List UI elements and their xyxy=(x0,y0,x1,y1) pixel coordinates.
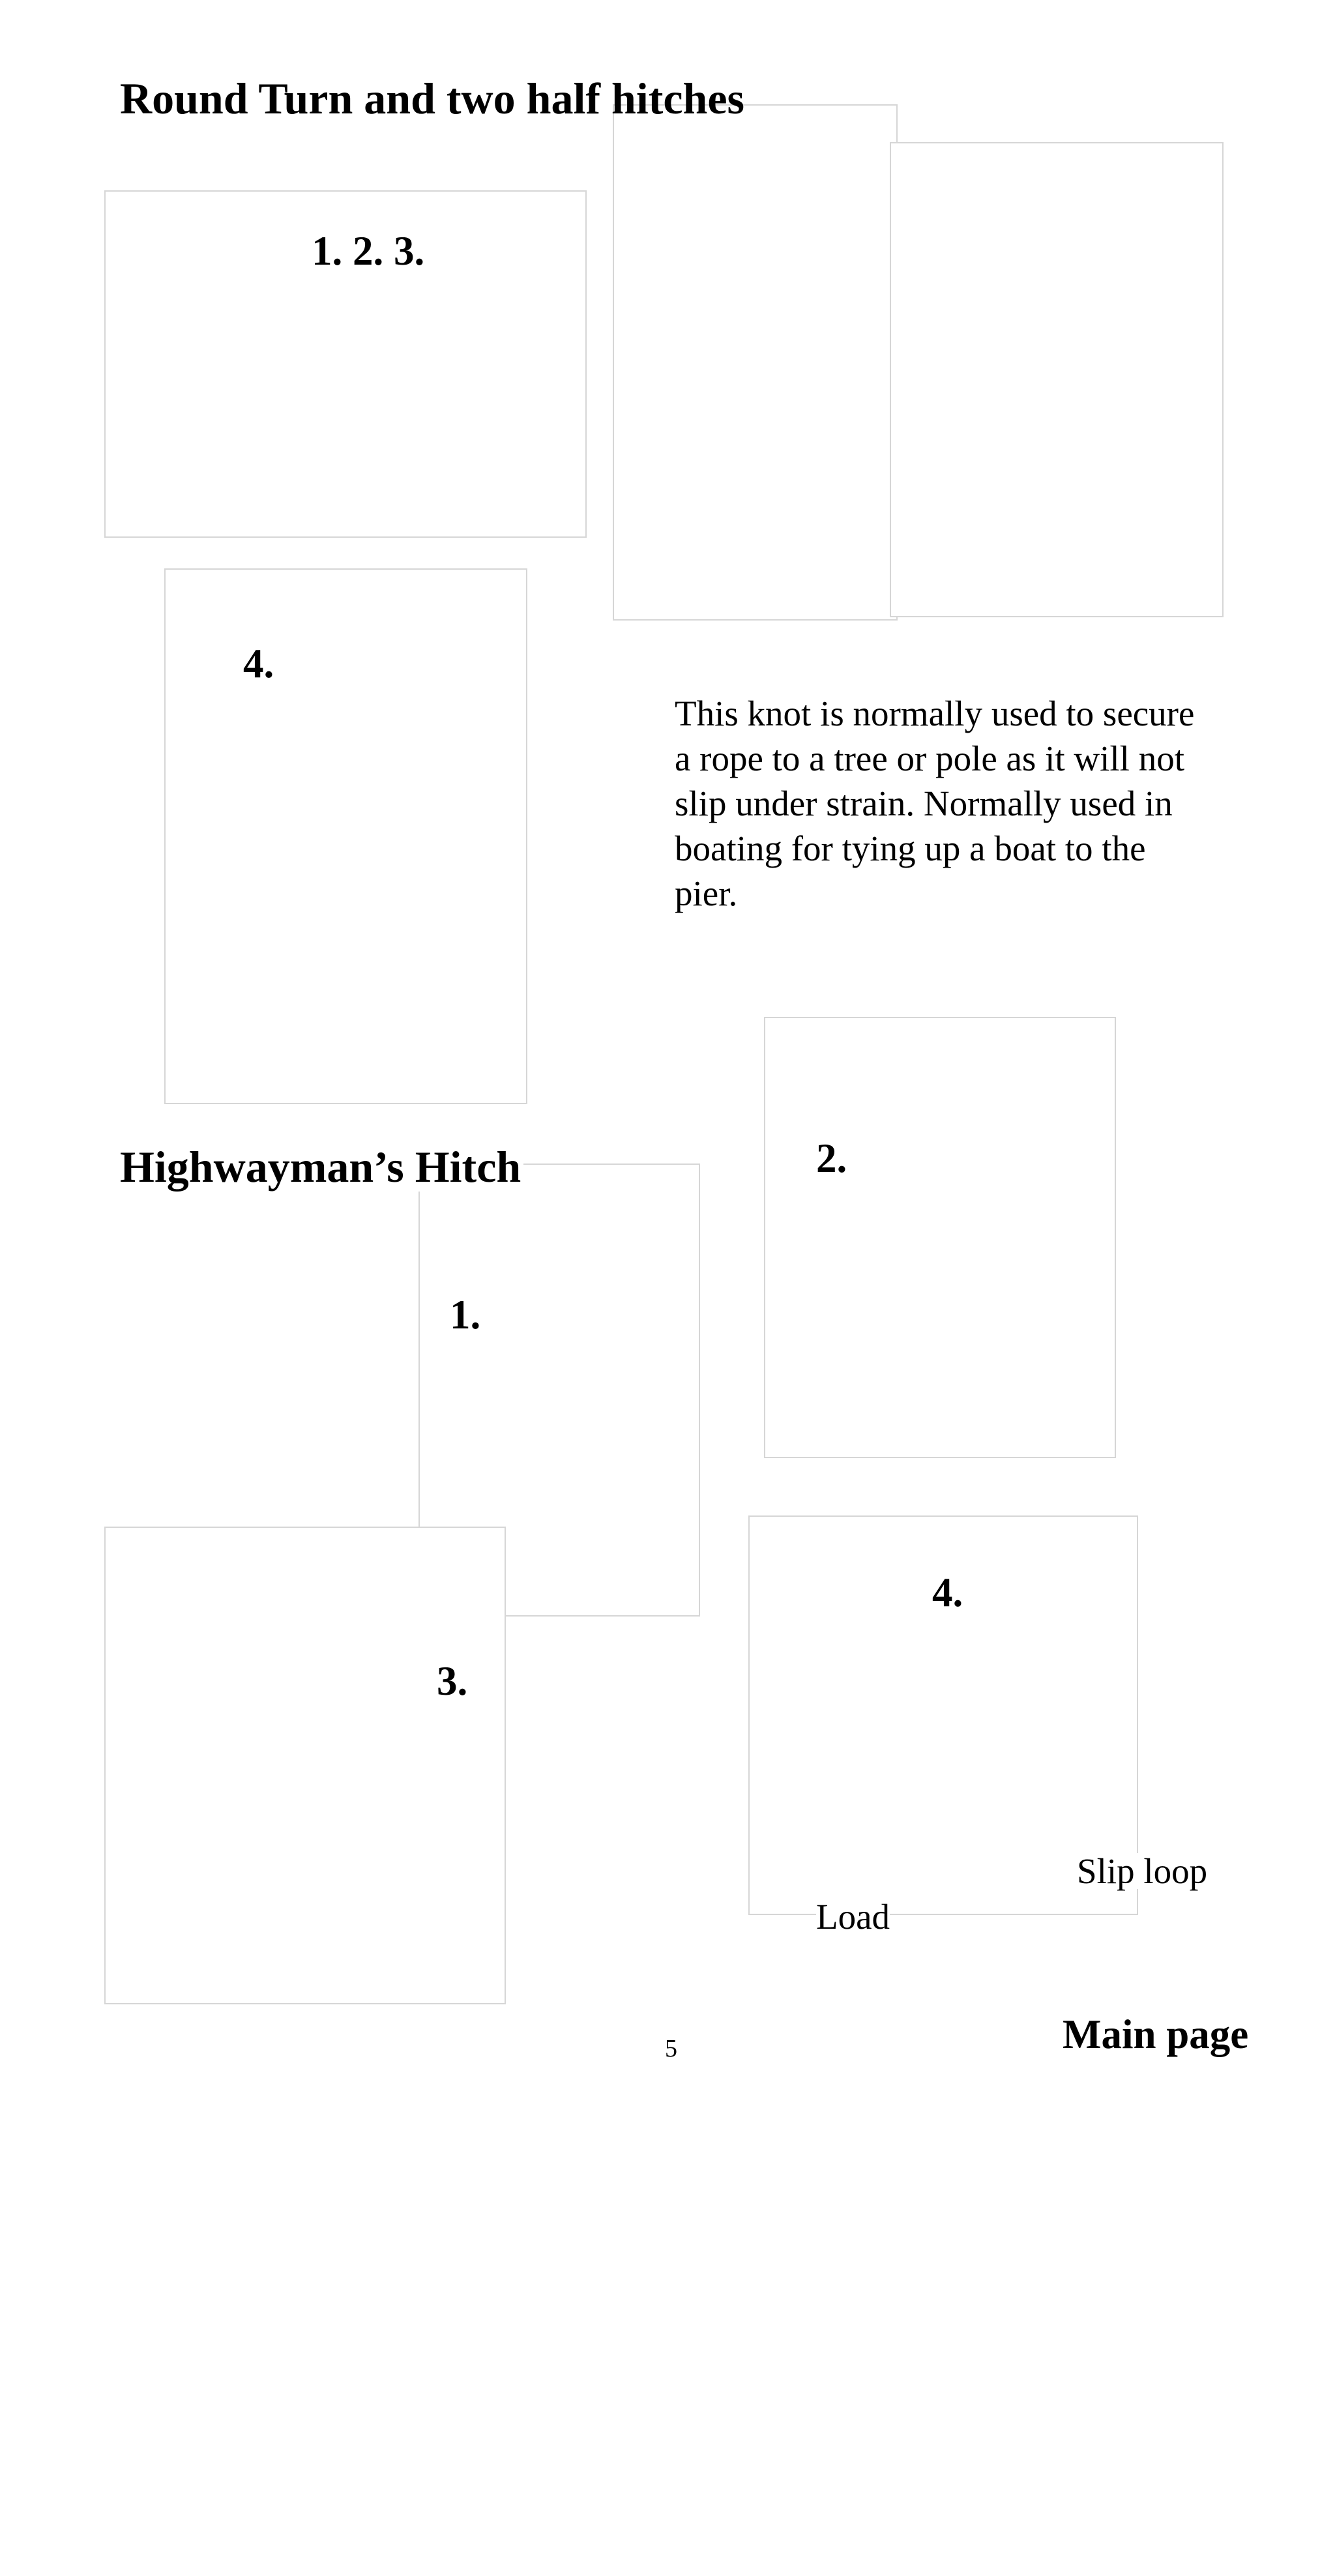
knot-description: This knot is normally used to secure a rope to a tree or pole as it will not slip under strain. Normally used in boating for tying up a boat to the pier. xyxy=(675,694,1195,913)
step-label-1-2-3: 1. 2. 3. xyxy=(312,228,425,274)
section-title-highwaymans-hitch: Highwayman’s Hitch xyxy=(120,1143,523,1192)
main-page-link[interactable]: Main page xyxy=(1063,2012,1249,2057)
section-title-round-turn: Round Turn and two half hitches xyxy=(120,74,745,123)
hitch-step-label-3: 3. xyxy=(437,1658,468,1704)
knot-illustration-step-4 xyxy=(164,568,527,1104)
hitch-step-label-4: 4. xyxy=(932,1570,963,1615)
slip-loop-label: Slip loop xyxy=(1077,1851,1208,1891)
knot-illustration-tall-left xyxy=(613,104,898,621)
hitch-illustration-step-3 xyxy=(104,1527,506,2004)
knot-illustration-tall-right xyxy=(890,142,1224,617)
hitch-step-label-2: 2. xyxy=(816,1135,847,1181)
load-label: Load xyxy=(816,1897,890,1937)
hitch-step-label-1: 1. xyxy=(450,1292,481,1338)
step-label-4: 4. xyxy=(243,641,274,686)
page-number: 5 xyxy=(665,2035,677,2062)
hitch-illustration-step-2 xyxy=(764,1017,1116,1458)
